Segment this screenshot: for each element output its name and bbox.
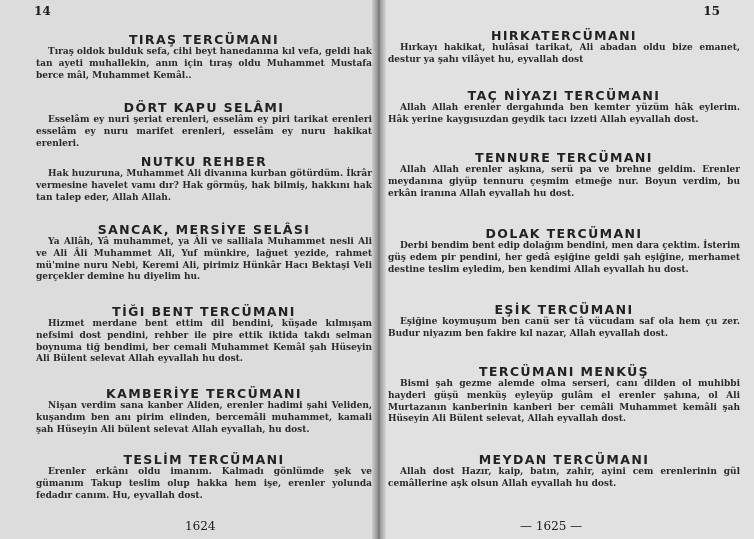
section-esik: [388, 302, 740, 341]
page-footer-number: — 1625 —: [520, 519, 583, 533]
section-teslim: [36, 452, 372, 502]
section-title: TAÇ NİYAZI TERCÜMANI: [467, 88, 661, 103]
right-page: [380, 0, 754, 539]
section-body: Ya Allâh, Yâ muhammet, ya Âli ve salliala Muhammet nesli Ali ve Ali Âli Muhammet Ali, Yuf münkire, lağuet yezide, rahmet mü'mine nuru Nebi, Keremi Ali, pirimiz Hünkâr Hacı Bektaşi Veli gerçekler demine hu diyelim hu.: [36, 237, 372, 283]
section-title: KAMBERİYE TERCÜMANI: [106, 386, 302, 401]
section-dolak: [388, 226, 740, 276]
section-title: TİĞI BENT TERCÜMANI: [112, 304, 296, 319]
section-sancak: [36, 222, 372, 284]
section-body: Esselâm ey nuri şeriat erenleri, esselâm ey piri tarikat erenleri esselâm ey nuru marifet erenleri, esselâm ey nuru hakikat erenleri.: [36, 115, 372, 149]
section-body: Nişan verdim sana kanber Aliden, erenler hadimi şahi Veliden, kuşandım ben anı pirim elinden, bercemâli muhammet, kamali şah Hüseyin Ali bülent selevat Allah eyvallah, hu dost.: [36, 401, 372, 435]
section-body: Allah Allah erenler aşkına, serü pa ve brehne geldim. Erenler meydanına giyüp tennuru çeşmim etmeğe nur. Boyun verdim, bu erkân iranına Allah eyvallah hu dost.: [388, 165, 740, 199]
section-title: EŞİK TERCÜMANI: [494, 302, 634, 317]
section-body: Erenler erkânı oldu imanım. Kalmadı gönlümde şek ve gümanım Takup teslim olup hakka hem işe, erenler yolunda fedadır canım. Hu, eyvallah dost.: [36, 467, 372, 501]
page-footer-number: 1624: [185, 519, 216, 533]
section-tac-niyazi: [388, 88, 740, 127]
section-tigi-bent: [36, 304, 372, 366]
section-title: TIRAŞ TERCÜMANI: [128, 32, 280, 47]
section-body: Tıraş oldok bulduk sefa, cihi beyt hanedanına kıl vefa, geldi hak tan ayeti muhallekin, anın için tıraş oldu Muhammet Mustafa berce mâl, Muhammet Kemâl..: [36, 47, 372, 81]
section-title: TESLİM TERCÜMANI: [123, 452, 285, 467]
section-body: Hak huzuruna, Muhammet Ali divanına kurban götürdüm. İkrâr vermesine havelet vamı dır? Hak görmüş, hak bilmiş, hakkını hak tan talep eder, Allah Allah.: [36, 169, 372, 203]
section-tennure: [388, 150, 740, 200]
section-body: Bismi şah gezme alemde olma serseri, canı dilden ol muhibbi hayderi güşü menküş eyleyüp gulâm el erenler şahına, ol Ali Murtazanın kanberinin kanberi ber cemâli Muhammet kemâli şah Hüseyin Ali Bülent selevat, Allah eyvallah dost.: [388, 379, 740, 425]
section-title: TERCÜMANI MENKÜŞ: [478, 364, 650, 379]
section-title: TENNURE TERCÜMANI: [475, 150, 653, 165]
section-body: Allah dost Hazır, kaip, batın, zahir, ayini cem erenlerinin gül cemâllerine aşk olsun Allah eyvallah hu dost.: [388, 467, 740, 489]
section-nutku-rehber: [36, 154, 372, 204]
section-title: NUTKU REHBER: [140, 154, 268, 169]
page-number: 14: [34, 4, 51, 18]
section-tiras: [36, 32, 372, 82]
book-gutter: [372, 0, 386, 539]
section-meydan: [388, 452, 740, 491]
section-body: Allah Allah erenler dergahında ben kemter yüzüm hâk eylerim. Hâk yerine kaygısuzdan geydik tacı izzeti Allah eyvallah dost.: [388, 103, 740, 125]
section-body: Hizmet merdane bent ettim dil bendini, küşade kılmışam nefsimi dost pendini, rehber ile pire ettik iktida takdı selman boynuma tiğ bendimi, ber cemali Muhammet Kemâl şah Hüseyin Ali Bülent selevat Allah eyvallah hu dost.: [36, 319, 372, 365]
section-title: SANCAK, MERSİYE SELÂSI: [97, 222, 311, 237]
section-title: DÖRT KAPU SELÂMI: [123, 100, 285, 115]
section-dort-kapu: [36, 100, 372, 150]
section-title: MEYDAN TERCÜMANI: [478, 452, 650, 467]
section-title: HIRKATERCÜMANI: [491, 28, 637, 43]
section-body: Eşiğine koymuşum ben canü ser tâ vücudam saf ola hem çu zer. Budur niyazım ben fakire kıl nazar, Allah eyvallah dost.: [388, 317, 740, 339]
section-kamberiye: [36, 386, 372, 436]
section-body: Derbi bendim bent edip dolağım bendini, men dara çektim. İsterim güş edem pir pendini, her gedâ eşiğine geldi şah eşiğine, merhamet destine teslim eyledim, ben kendimi Allah eyvallah hu dost.: [388, 241, 740, 275]
section-menkus: [388, 364, 740, 426]
section-body: Hırkayı hakikat, hulâsai tarikat, Ali abadan oldu bize emanet, destur ya şahı vilâyet hu, eyvallah dost: [388, 43, 740, 65]
section-hirka: [388, 28, 740, 67]
section-title: DOLAK TERCÜMANI: [485, 226, 643, 241]
page-number: 15: [703, 4, 720, 18]
